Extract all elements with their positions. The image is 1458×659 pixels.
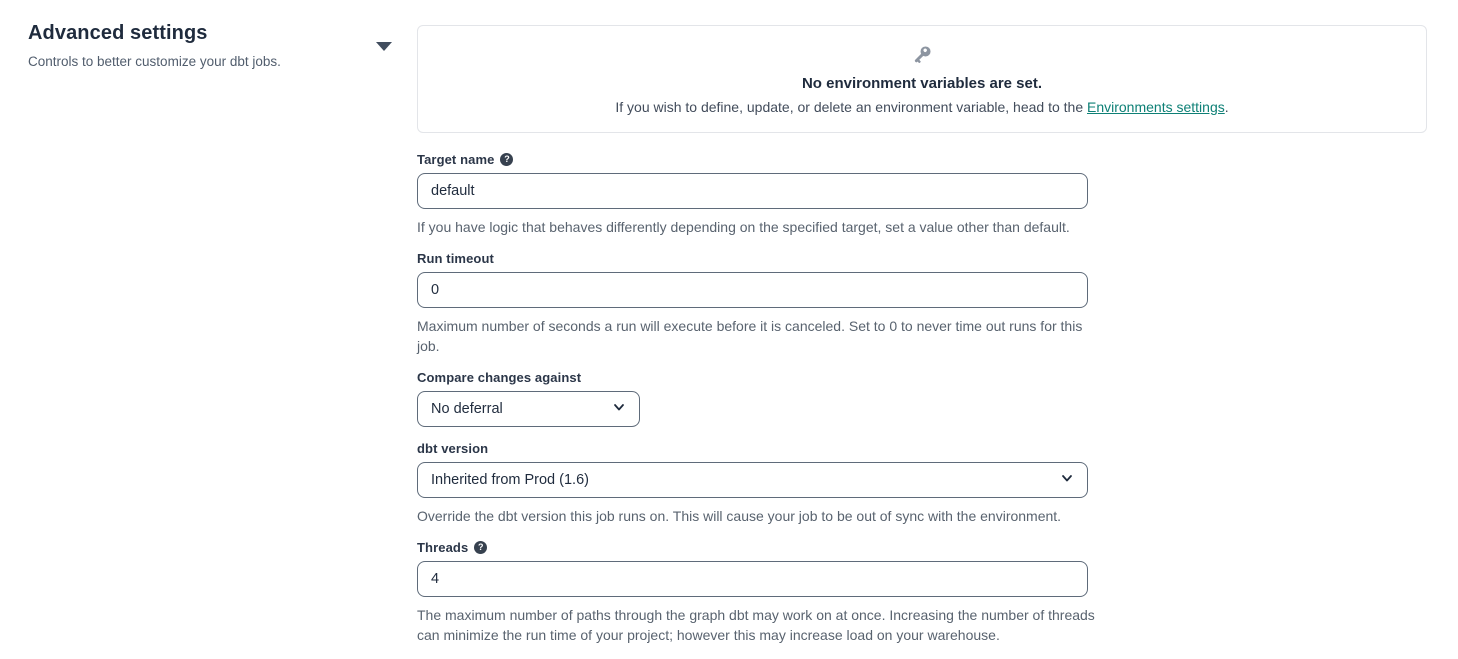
compare-changes-label-row <box>417 370 1427 385</box>
threads-label-row <box>417 540 1427 555</box>
target-name-label: Target name <box>417 152 495 167</box>
threads-help-text: The maximum number of paths through the graph dbt may work on at once. Increasing the number of threads can minimize the run time of your project; however this may increase load on your warehouse. <box>417 607 1095 643</box>
target-name-help-text: If you have logic that behaves differently depending on the specified target, set a value other than default. <box>417 219 1070 235</box>
env-desc-suffix: . <box>1224 99 1229 115</box>
dbt-version-select[interactable] <box>417 462 1088 498</box>
env-vars-empty-state-panel <box>417 25 1427 133</box>
help-icon[interactable]: ? <box>500 153 513 166</box>
key-icon <box>910 43 934 67</box>
threads-input[interactable] <box>417 561 1088 597</box>
env-panel-title: No environment variables are set. <box>801 75 1043 92</box>
field-run-timeout <box>417 251 1427 356</box>
compare-changes-select[interactable] <box>417 391 640 427</box>
dbt-version-help-text: Override the dbt version this job runs on. This will cause your job to be out of sync with the environment. <box>417 508 1062 524</box>
collapse-caret-icon[interactable] <box>376 42 392 51</box>
target-name-label-row <box>417 152 1427 167</box>
target-name-input[interactable] <box>417 173 1088 209</box>
run-timeout-help-text: Maximum number of seconds a run will execute before it is canceled. Set to 0 to never time out runs for this job. <box>417 318 1083 354</box>
dbt-version-selected-value: Inherited from Prod (1.6) <box>431 472 589 488</box>
dbt-version-label-row <box>417 441 1427 456</box>
env-desc-prefix: If you wish to define, update, or delete an environment variable, head to the <box>615 99 1087 115</box>
env-panel-description <box>615 99 1228 115</box>
field-compare-changes <box>417 370 1427 427</box>
dbt-version-label: dbt version <box>417 441 489 456</box>
run-timeout-input[interactable] <box>417 272 1088 308</box>
run-timeout-label-row <box>417 251 1427 266</box>
field-target-name <box>417 152 1427 237</box>
advanced-settings-form <box>417 25 1427 659</box>
compare-changes-selected-value: No deferral <box>431 401 503 417</box>
field-dbt-version <box>417 441 1427 526</box>
threads-label: Threads <box>417 540 469 555</box>
chevron-down-icon <box>612 400 626 418</box>
chevron-down-icon <box>1060 471 1074 489</box>
run-timeout-label: Run timeout <box>417 251 494 266</box>
help-icon[interactable]: ? <box>474 541 487 554</box>
section-header <box>28 22 417 659</box>
page-title: Advanced settings <box>28 22 208 44</box>
page-subtitle: Controls to better customize your dbt jobs. <box>28 54 281 69</box>
compare-changes-label: Compare changes against <box>417 370 582 385</box>
environments-settings-link[interactable]: Environments settings <box>1087 99 1225 115</box>
field-threads <box>417 540 1427 645</box>
form-fields <box>417 152 1427 645</box>
